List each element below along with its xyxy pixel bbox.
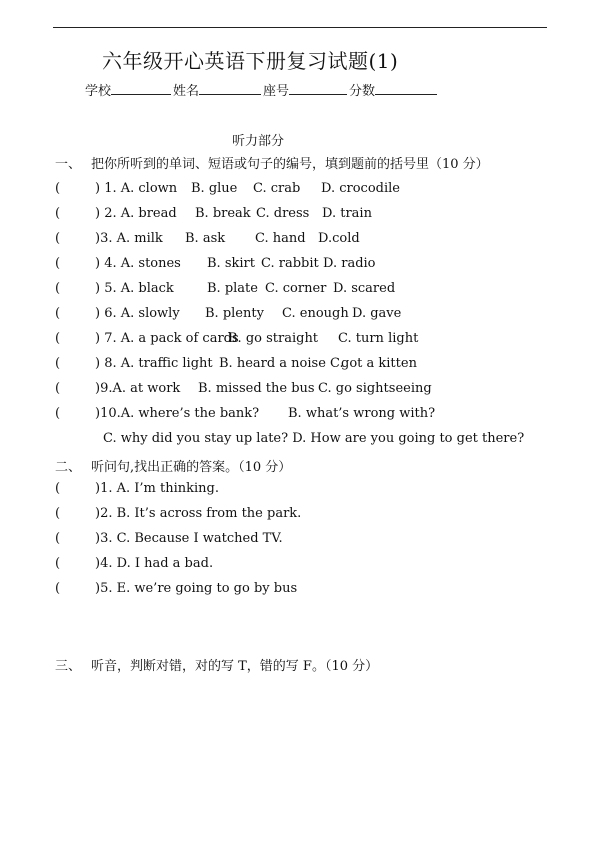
answer-bracket-open[interactable]: ( bbox=[55, 531, 61, 546]
answer-bracket-open[interactable]: ( bbox=[55, 581, 61, 596]
option-d: D. crocodile bbox=[321, 181, 400, 196]
seat-number-blank[interactable] bbox=[289, 82, 347, 95]
answer-bracket-open[interactable]: ( bbox=[55, 556, 61, 571]
listening-section-label: 听力部分 bbox=[232, 134, 285, 149]
question-number-option-a: ) 1. A. clown bbox=[95, 181, 178, 196]
part1-heading bbox=[55, 153, 489, 172]
part2-number: 二、 bbox=[55, 460, 82, 475]
answer-bracket-open[interactable]: ( bbox=[55, 406, 61, 421]
question-number-option-a: )10.A. where’s the bank? bbox=[95, 406, 260, 421]
part3-heading bbox=[55, 655, 378, 674]
answer-bracket-open[interactable]: ( bbox=[55, 481, 61, 496]
answer-bracket-open[interactable]: ( bbox=[55, 306, 61, 321]
part1-number: 一、 bbox=[55, 157, 82, 172]
question-number-option-a: )9.A. at work bbox=[95, 381, 181, 396]
school-blank[interactable] bbox=[111, 82, 171, 95]
question-number-option-a: )3. A. milk bbox=[95, 231, 163, 246]
answer-bracket-open[interactable]: ( bbox=[55, 331, 61, 346]
answer-bracket-open[interactable]: ( bbox=[55, 281, 61, 296]
part3-instruction: 听音，判断对错，对的写 T，错的写 F。（10 分） bbox=[91, 659, 379, 674]
option-b: B. plenty bbox=[205, 306, 264, 321]
option-b: B. glue bbox=[191, 181, 238, 196]
part3-number: 三、 bbox=[55, 659, 82, 674]
option-b: B. missed the bus bbox=[198, 381, 315, 396]
option-c: C. enough bbox=[282, 306, 349, 321]
question-number-option-a: ) 8. A. traffic light bbox=[95, 356, 213, 371]
school-label: 学校 bbox=[85, 84, 112, 99]
option-c: C. crab bbox=[253, 181, 301, 196]
score-label: 分数 bbox=[349, 84, 376, 99]
option-d: D. radio bbox=[323, 256, 376, 271]
question-number-option-a: ) 4. A. stones bbox=[95, 256, 181, 271]
question-number-option-a: ) 2. A. bread bbox=[95, 206, 177, 221]
answer-bracket-open[interactable]: ( bbox=[55, 256, 61, 271]
answer-bracket-open[interactable]: ( bbox=[55, 506, 61, 521]
part2-instruction: 听问句,找出正确的答案。（10 分） bbox=[91, 460, 292, 475]
answer-bracket-open[interactable]: ( bbox=[55, 231, 61, 246]
question-number-option-a: ) 7. A. a pack of cards bbox=[95, 331, 239, 346]
answer-option: )1. A. I’m thinking. bbox=[95, 481, 219, 496]
answer-bracket-open[interactable]: ( bbox=[55, 206, 61, 221]
option-c: C. rabbit bbox=[261, 256, 319, 271]
option-c: C. turn light bbox=[338, 331, 419, 346]
part1-instruction: 把你所听到的单词、短语或句子的编号，填到题前的括号里（10 分） bbox=[91, 157, 489, 172]
page-title: 六年级开心英语下册复习试题(1) bbox=[102, 49, 399, 73]
question-number-option-a: ) 6. A. slowly bbox=[95, 306, 180, 321]
answer-option: )2. B. It’s across from the park. bbox=[95, 506, 302, 521]
option-d: D. scared bbox=[333, 281, 396, 296]
option-d: D. train bbox=[322, 206, 372, 221]
option-c: C. hand bbox=[255, 231, 306, 246]
answer-bracket-open[interactable]: ( bbox=[55, 381, 61, 396]
top-rule bbox=[53, 27, 547, 28]
option-c: C. go sightseeing bbox=[318, 381, 432, 396]
answer-option: )3. C. Because I watched TV. bbox=[95, 531, 283, 546]
student-info-line bbox=[85, 80, 439, 99]
option-b: B. break bbox=[195, 206, 251, 221]
option-c: got a kitten bbox=[341, 356, 417, 371]
option-b: B. go straight bbox=[228, 331, 319, 346]
name-blank[interactable] bbox=[199, 82, 261, 95]
name-label: 姓名 bbox=[173, 84, 200, 99]
option-b: B. plate bbox=[207, 281, 258, 296]
question-number-option-a: ) 5. A. black bbox=[95, 281, 174, 296]
answer-bracket-open[interactable]: ( bbox=[55, 356, 61, 371]
option-b: B. skirt bbox=[207, 256, 255, 271]
part2-heading bbox=[55, 456, 291, 475]
answer-option: )4. D. I had a bad. bbox=[95, 556, 214, 571]
score-blank[interactable] bbox=[375, 82, 437, 95]
option-b: B. ask bbox=[185, 231, 226, 246]
answer-option: )5. E. we’re going to go by bus bbox=[95, 581, 298, 596]
answer-bracket-open[interactable]: ( bbox=[55, 181, 61, 196]
option-c: C. corner bbox=[265, 281, 327, 296]
seat-label: 座号 bbox=[263, 84, 290, 99]
option-d: D. gave bbox=[352, 306, 402, 321]
option-c: C. dress bbox=[256, 206, 310, 221]
option-d: D.cold bbox=[318, 231, 360, 246]
option-b: B. what’s wrong with? bbox=[288, 406, 436, 421]
option-b: B. heard a noise C. bbox=[219, 356, 344, 371]
item10-continuation: C. why did you stay up late? D. How are you going to get there? bbox=[103, 431, 525, 446]
